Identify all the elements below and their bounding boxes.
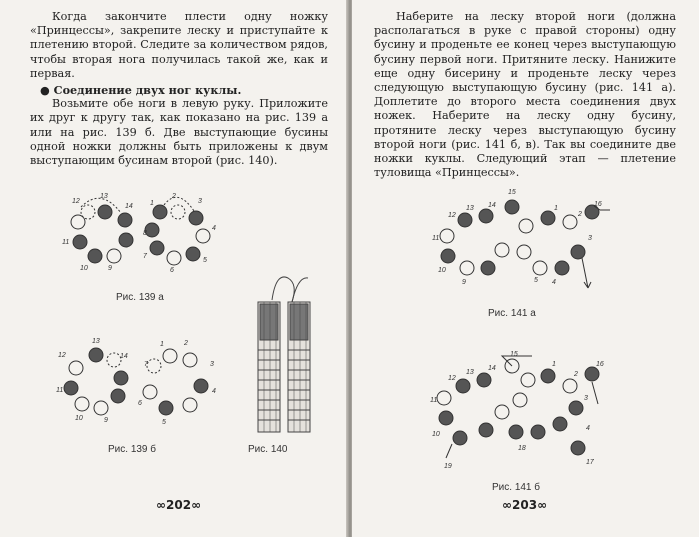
bead-label: 13 — [466, 369, 474, 376]
bead — [519, 219, 533, 233]
fig-139b — [56, 338, 216, 426]
bead — [75, 397, 89, 411]
bead — [183, 353, 197, 367]
bead-label: 2 — [184, 340, 188, 347]
bead-label: 2 — [172, 193, 176, 200]
bead-label: 1 — [150, 200, 154, 207]
arrow — [582, 258, 591, 288]
bead-label: 1 — [552, 361, 556, 368]
bead-label: 10 — [432, 431, 440, 438]
bead — [509, 425, 523, 439]
left-page — [0, 0, 348, 537]
bead-label: 15 — [510, 351, 518, 358]
bead — [437, 391, 451, 405]
bead — [481, 261, 495, 275]
bead-label: 11 — [62, 239, 70, 246]
bead — [107, 249, 121, 263]
bead — [147, 359, 161, 373]
bead-label: 5 — [162, 419, 166, 426]
bead-label: 10 — [75, 415, 83, 422]
bead — [71, 215, 85, 229]
bead — [89, 348, 103, 362]
bead-label: 11 — [56, 387, 64, 394]
fig-140 — [258, 277, 310, 432]
bead-label: 3 — [210, 361, 214, 368]
left-paragraph-2: Возьмите обе ноги в левую руку. Приложите их друг к другу так, как показано на рис. 139 а или на рис. 139 б. Две выступающие бусины одной ножки должны быть приложены к двум выступающим бусинам второй (рис. 140). — [30, 97, 328, 168]
bead-label: 4 — [586, 425, 590, 432]
bead-label: 4 — [212, 388, 216, 395]
bead — [453, 431, 467, 445]
bead — [441, 249, 455, 263]
thread — [164, 197, 194, 211]
bead-label: 3 — [588, 235, 592, 242]
bead — [189, 211, 203, 225]
bead — [541, 369, 555, 383]
page-number-left: ∞202∞ — [156, 498, 202, 512]
page-number-left-text: 202 — [166, 498, 192, 512]
bead — [533, 261, 547, 275]
leg-left-top — [260, 304, 278, 340]
fig-141b — [430, 351, 604, 470]
bead — [513, 393, 527, 407]
bead — [477, 373, 491, 387]
page-number-right-text: 203 — [512, 498, 538, 512]
bead — [94, 401, 108, 415]
bead-label: 4 — [212, 225, 216, 232]
bead-label: 13 — [92, 338, 100, 345]
bead — [171, 205, 185, 219]
bead — [64, 381, 78, 395]
right-page — [352, 0, 699, 537]
bead — [571, 245, 585, 259]
bead-label: 5 — [203, 257, 207, 264]
bead — [585, 367, 599, 381]
bead-label: 11 — [432, 235, 440, 242]
bead-label: 15 — [508, 189, 516, 196]
bead — [88, 249, 102, 263]
caption-139b: Рис. 139 б — [108, 444, 157, 455]
right-paragraph-1: Наберите на леску второй ноги (должна располагаться в руке с правой стороны) одну бусину и проденьте ее конец через выступающую бусину первой ноги. Притяните леску. Нанижите еще одну бисерину и проденьте леску через следующую выступающую бусину (рис. 141 а). Доплетите до второго места соединения двух ножек. Наберите на леску одну бусину, протяните леску через выступающую бусину второй ноги (рис. 141 б, в). Так вы соедините две ножки куклы. Следующий этап — плетение туловища «Принцессы». — [374, 10, 676, 180]
bead — [69, 361, 83, 375]
bead-label: 14 — [488, 365, 496, 372]
bead-label: 9 — [108, 265, 112, 272]
bead-label: 16 — [596, 361, 604, 368]
left-paragraph-1: Когда закончите плести одну ножку «Принцессы», закрепите леску и приступайте к плетению второй. Следите за количеством рядов, чтобы вторая нога получилась такой же, как и первая. — [30, 10, 328, 80]
bead — [107, 353, 121, 367]
bead-label: 7 — [144, 361, 148, 368]
leg-right-top — [290, 304, 308, 340]
bead-label: 6 — [138, 400, 142, 407]
bead — [505, 200, 519, 214]
bead — [479, 209, 493, 223]
bead — [98, 205, 112, 219]
bead — [439, 411, 453, 425]
bead — [153, 205, 167, 219]
bead-label: 19 — [444, 463, 452, 470]
bead — [553, 417, 567, 431]
bead — [118, 213, 132, 227]
bead — [73, 235, 87, 249]
section-heading-text: Соединение двух ног куклы. — [53, 83, 242, 98]
bead-label: 10 — [80, 265, 88, 272]
bead — [541, 211, 555, 225]
bead — [456, 379, 470, 393]
bead-label: 7 — [143, 253, 147, 260]
bead — [159, 401, 173, 415]
bead-label: 12 — [72, 198, 80, 205]
bead — [571, 441, 585, 455]
bead-label: 2 — [578, 211, 582, 218]
left-figures — [0, 0, 348, 537]
bead-label: 3 — [198, 198, 202, 205]
bead — [196, 229, 210, 243]
bead-label: 14 — [125, 203, 133, 210]
bead-label: 5 — [534, 277, 538, 284]
caption-140: Рис. 140 — [248, 444, 288, 455]
section-heading: ● Соединение двух ног куклы. — [40, 83, 242, 98]
bead — [555, 261, 569, 275]
fig-141a — [432, 189, 610, 288]
bead-label: 9 — [462, 279, 466, 286]
bead — [569, 401, 583, 415]
bead — [517, 245, 531, 259]
bead — [150, 241, 164, 255]
page-number-right: ∞203∞ — [502, 498, 548, 512]
bead-label: 13 — [100, 193, 108, 200]
bead — [167, 251, 181, 265]
bead — [531, 425, 545, 439]
caption-141a: Рис. 141 а — [488, 308, 536, 319]
bead-label: 8 — [143, 230, 147, 237]
bead-label: 2 — [574, 371, 578, 378]
bead — [458, 213, 472, 227]
bead — [119, 233, 133, 247]
bead — [563, 215, 577, 229]
bead-label: 1 — [554, 205, 558, 212]
bead — [563, 379, 577, 393]
bead-label: 12 — [448, 375, 456, 382]
bead — [479, 423, 493, 437]
bead-label: 12 — [448, 212, 456, 219]
bead — [183, 398, 197, 412]
bead-label: 3 — [584, 395, 588, 402]
caption-139a: Рис. 139 а — [116, 292, 164, 303]
bead-label: 13 — [466, 205, 474, 212]
bead-label: 16 — [594, 201, 602, 208]
bead-label: 1 — [160, 341, 164, 348]
bead-label: 14 — [488, 202, 496, 209]
bead — [521, 373, 535, 387]
bead — [495, 243, 509, 257]
bead — [186, 247, 200, 261]
bead — [440, 229, 454, 243]
bead — [495, 405, 509, 419]
bead-label: 12 — [58, 352, 66, 359]
bead-label: 9 — [104, 417, 108, 424]
bead — [194, 379, 208, 393]
bead — [145, 223, 159, 237]
bead-label: 10 — [438, 267, 446, 274]
bead-label: 6 — [170, 267, 174, 274]
right-figures — [352, 0, 699, 537]
caption-141b: Рис. 141 б — [492, 482, 541, 493]
bead — [143, 385, 157, 399]
bead — [114, 371, 128, 385]
bead-label: 11 — [430, 397, 438, 404]
bead-label: 17 — [586, 459, 594, 466]
bead — [460, 261, 474, 275]
bead-label: 18 — [518, 445, 526, 452]
bead — [163, 349, 177, 363]
bead — [111, 389, 125, 403]
fig-139a — [62, 193, 216, 274]
bead-label: 14 — [120, 353, 128, 360]
thread — [272, 277, 294, 302]
bead-label: 4 — [552, 279, 556, 286]
